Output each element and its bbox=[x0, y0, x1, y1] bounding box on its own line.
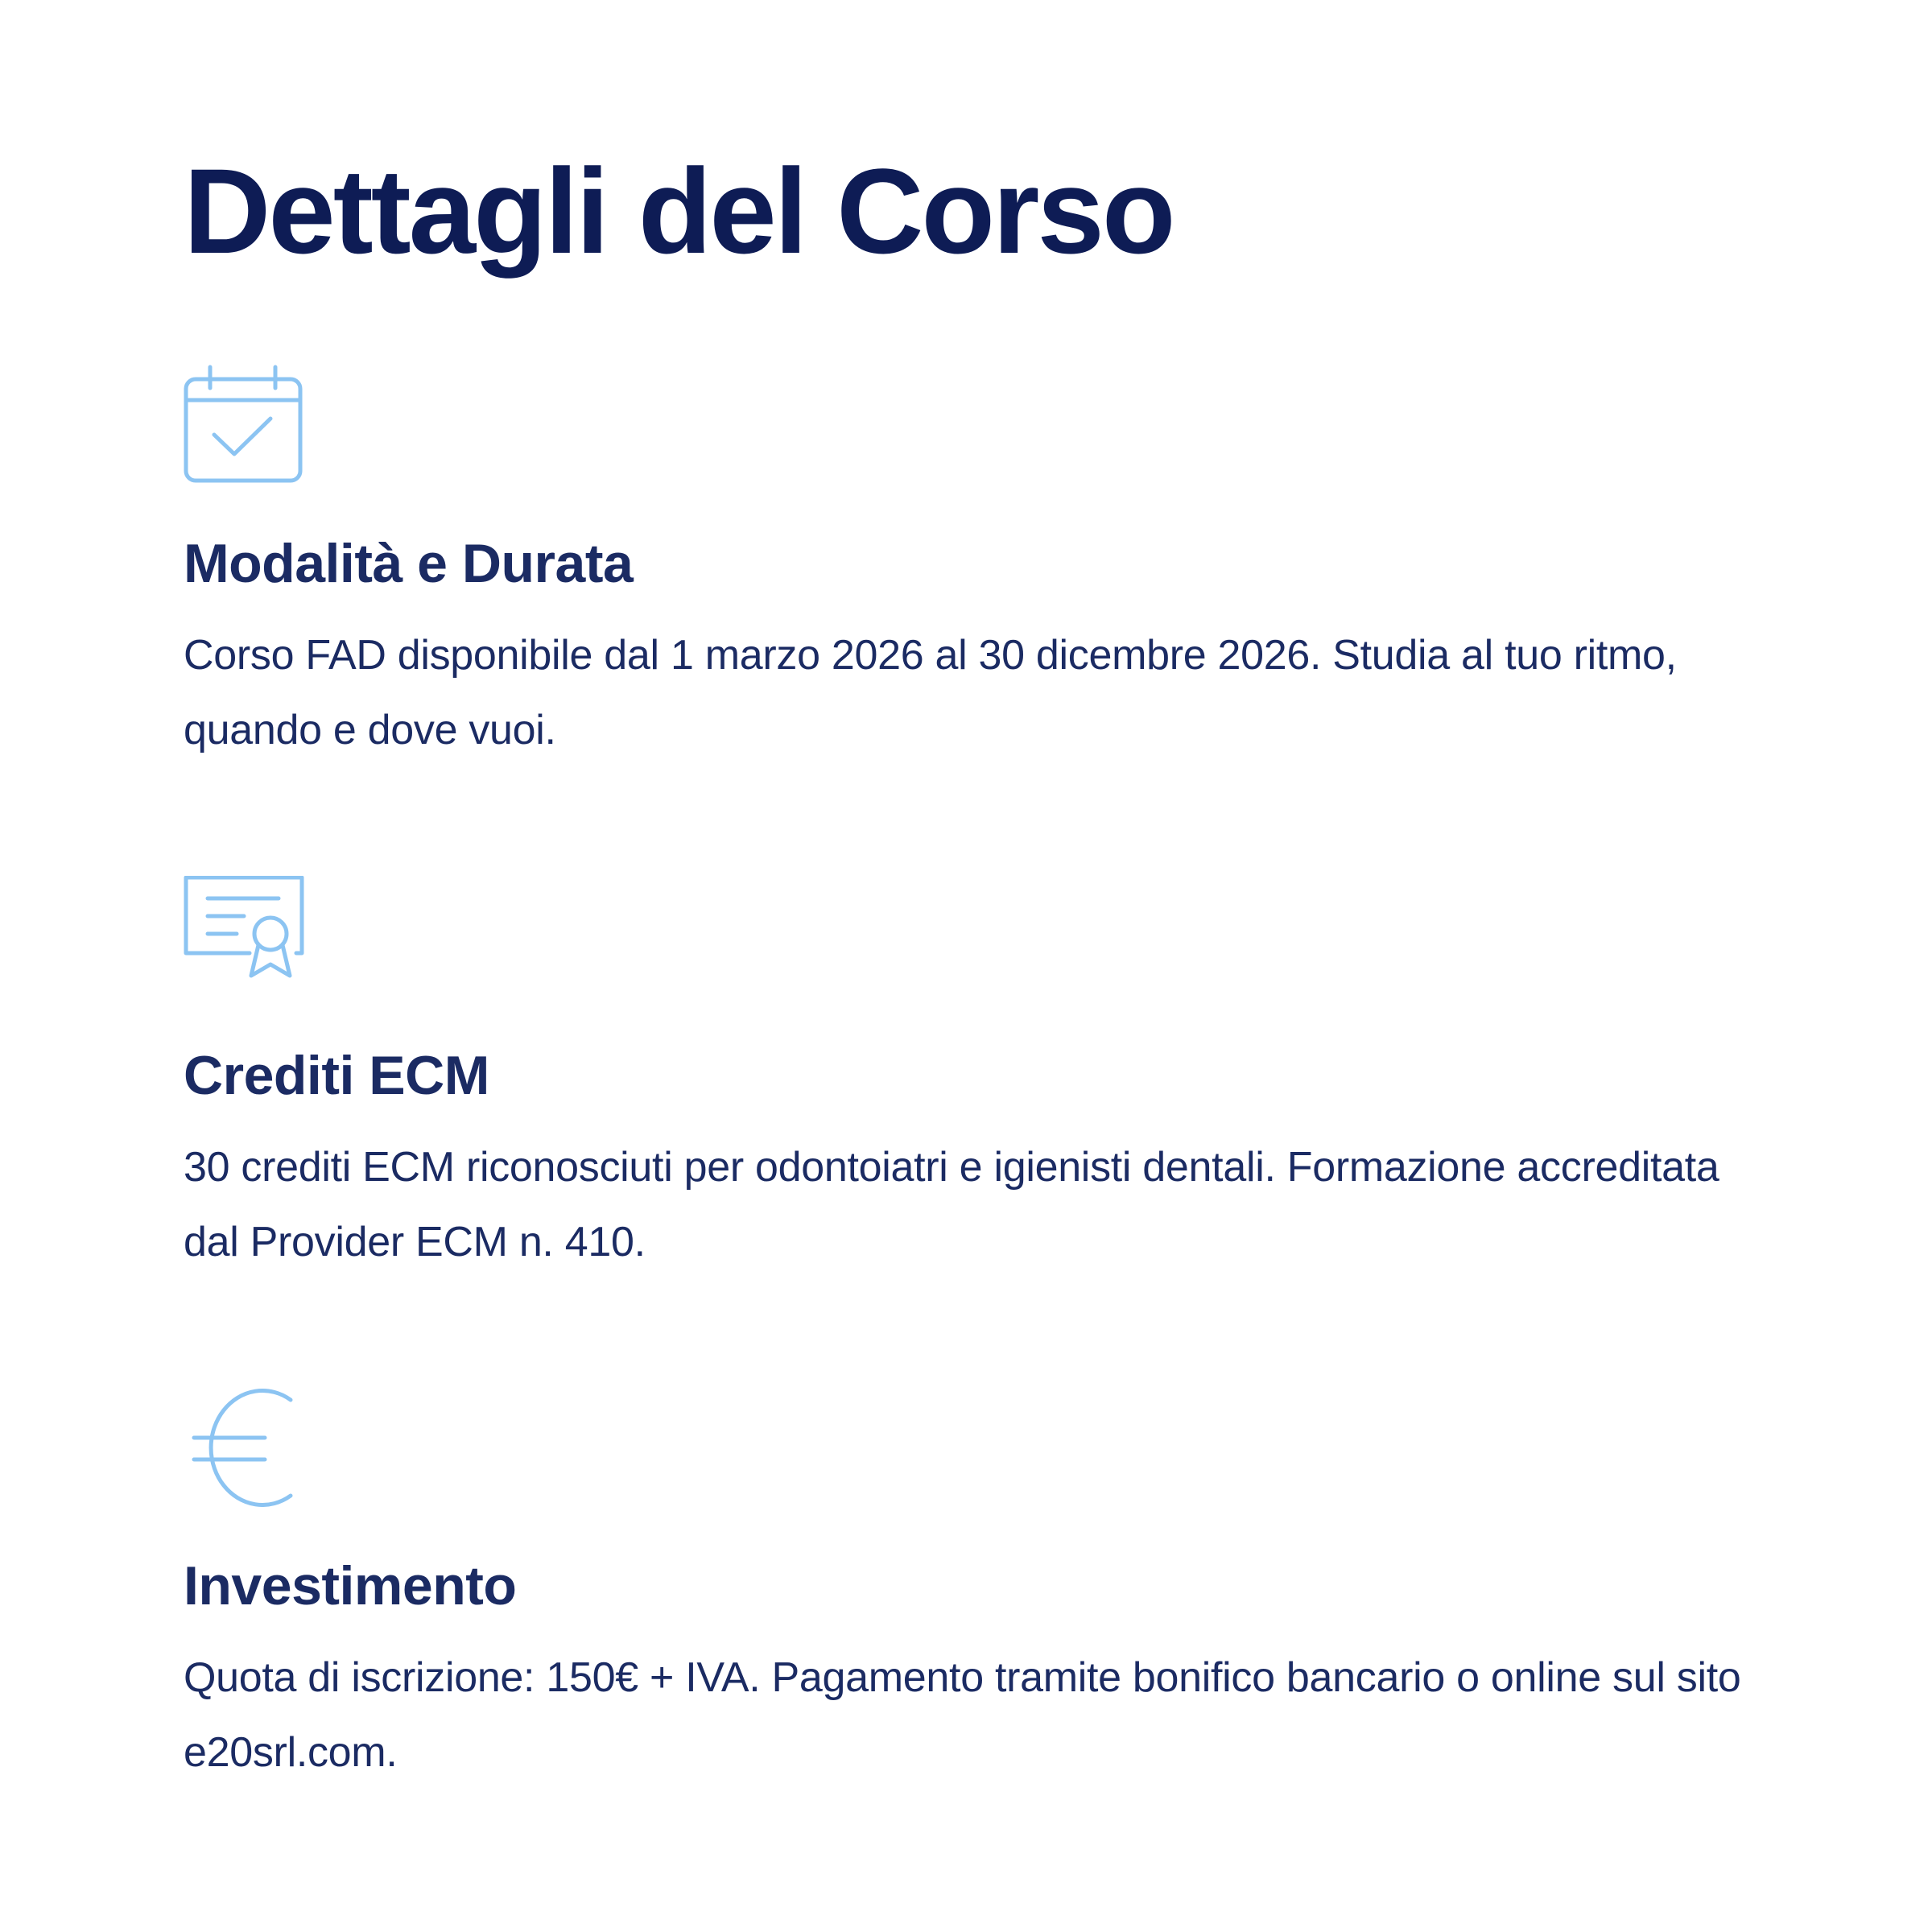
section-heading: Investimento bbox=[184, 1555, 517, 1616]
certificate-icon bbox=[184, 876, 304, 997]
euro-icon bbox=[184, 1386, 304, 1507]
course-details-page bbox=[184, 0, 1794, 1932]
section-text: 30 crediti ECM riconosciuti per odontoiatri e igienisti dentali. Formazione accreditata dal Provider ECM n. 410. bbox=[184, 1144, 1719, 1265]
calendar-check-icon bbox=[184, 364, 304, 485]
section-text: Quota di iscrizione: 150€ + IVA. Pagamento tramite bonifico bancario o online sul sito e20srl.com. bbox=[184, 1654, 1741, 1776]
page-title: Dettagli del Corso bbox=[184, 143, 1174, 279]
section-text: Corso FAD disponibile dal 1 marzo 2026 al 30 dicembre 2026. Studia al tuo ritmo, quando e dove vuoi. bbox=[184, 632, 1677, 753]
section-heading: Crediti ECM bbox=[184, 1045, 489, 1106]
section-heading: Modalità e Durata bbox=[184, 533, 634, 594]
